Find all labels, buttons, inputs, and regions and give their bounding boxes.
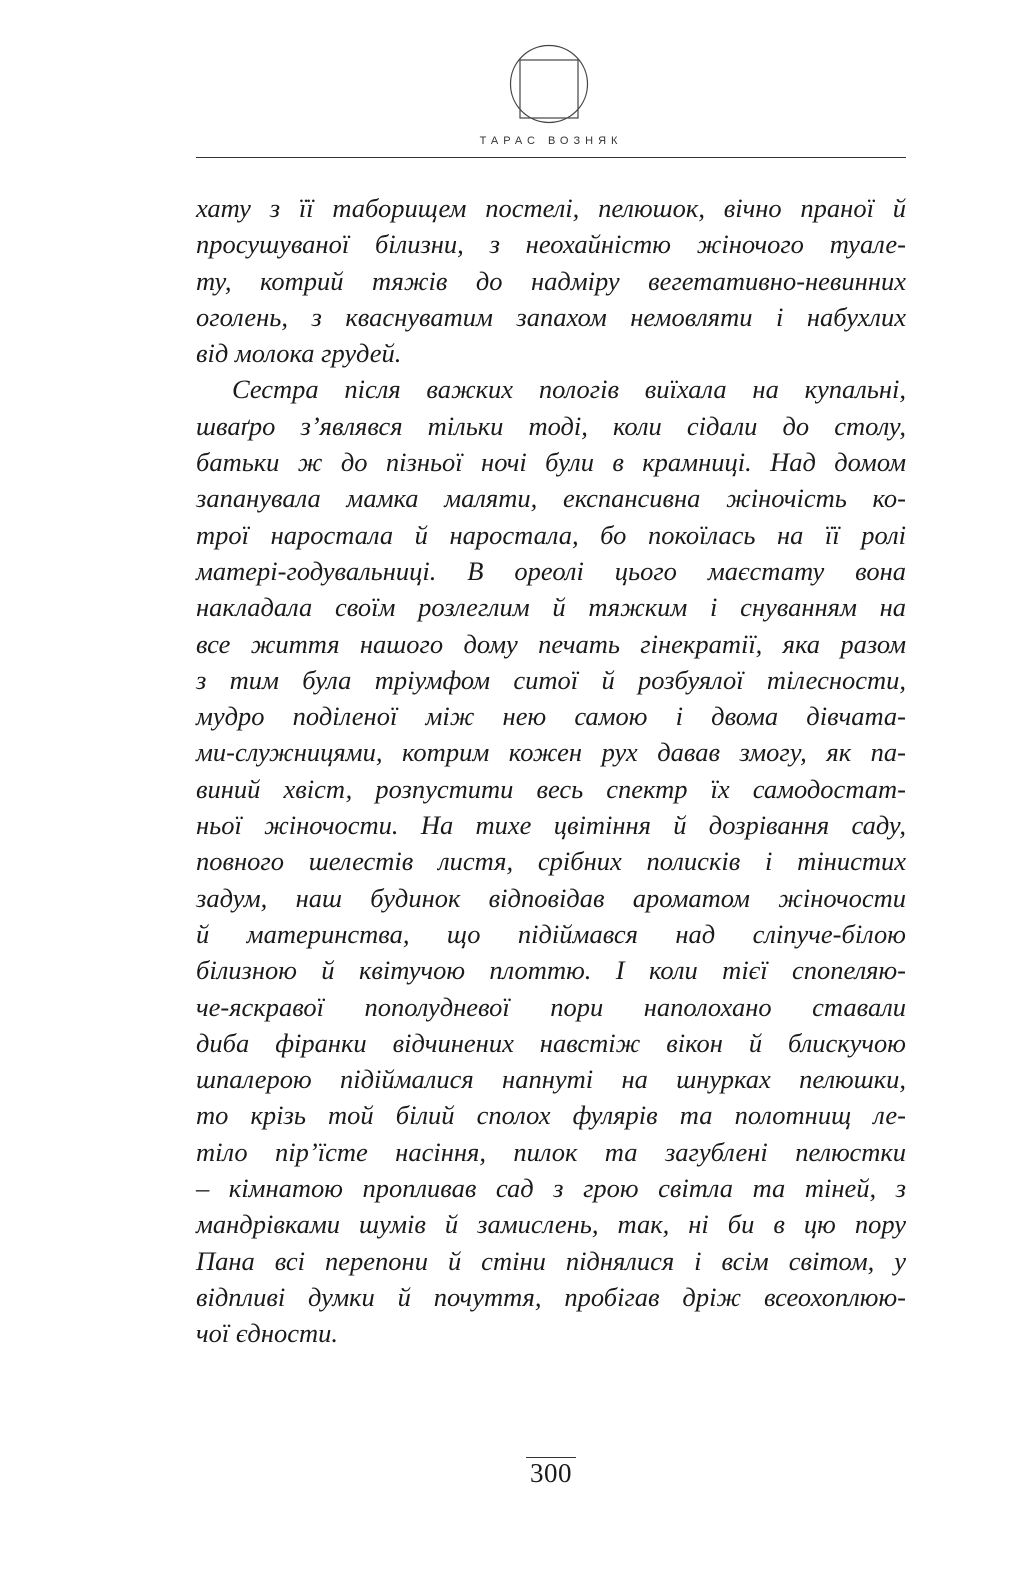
text-line: ту, котрий тяжів до надміру вегетативно-невинних [196,265,906,296]
text-line: тіло пір’їсте насіння, пилок та загублені пелюстки [196,1136,906,1167]
text-line: шваґро з’являвся тільки тоді, коли сідали до столу, [196,410,906,441]
body-text [196,190,906,1352]
text-line: від молока грудей. [196,338,402,369]
text-line: Сестра після важких пологів виїхала на купальні, [232,374,906,405]
text-line: запанувала мамка маляти, експансивна жіночість ко- [196,483,906,514]
text-line: накладала своїм розлеглим й тяжким і снуванням на [196,592,906,623]
text-line: ньої жіночости. На тихе цвітіння й дозрівання саду, [196,810,906,841]
text-line: повного шелестів листя, срібних полисків і тінистих [196,846,906,877]
header-rule [196,157,906,158]
circle-square-emblem [509,44,589,124]
text-line: з тим була тріумфом ситої й розбуялої тілесности, [196,664,906,695]
text-line: хату з її таборищем постелі, пелюшок, вічно праної й [196,193,906,223]
text-line: чої єдности. [196,1318,339,1349]
text-line: й материнства, що підіймався над сліпуче-білою [196,918,906,949]
text-line: Пана всі перепони й стіни піднялися і всім світом, у [196,1245,906,1276]
text-line: – кімнатою пропливав сад з грою світла та тіней, з [196,1173,906,1204]
text-line: трої наростала й наростала, бо покоїлась на її ролі [196,519,906,550]
text-line: виний хвіст, розпустити весь спектр їх самодостат- [196,773,906,804]
text-line: матері-годувальниці. В ореолі цього маєстату вона [196,555,906,586]
text-line: білизною й квітучою плоттю. І коли тієї спопеляю- [196,955,906,986]
text-line: просушуваної білизни, з неохайністю жіночого туале- [196,229,906,260]
text-line: оголень, з кваснуватим запахом немовляти і набухлих [196,301,906,332]
paragraph-1 [196,190,906,371]
text-line: все життя нашого дому печать гінекратії, яка разом [196,628,906,659]
text-line: ми-служницями, котрим кожен рух давав змогу, як па- [196,737,906,768]
text-line: батьки ж до пізньої ночі були в крамниці. Над домом [196,447,906,478]
page-number-value: 300 [526,1457,576,1488]
page-number [196,1458,906,1489]
text-line: диба фіранки відчинених навстіж вікон й блискучою [196,1027,906,1058]
text-line: мудро поділеної між нею самою і двома дівчата- [196,701,906,732]
text-line: мандрівками шумів й замислень, так, ні би в цю пору [196,1209,906,1240]
text-line: задум, наш будинок відповідав ароматом жіночости [196,882,906,913]
text-line: то крізь той білий сполох фулярів та полотнищ ле- [196,1100,906,1131]
text-line: відпливі думки й почуття, пробігав дріж всеохоплюю- [196,1281,906,1312]
running-head-author: ТАРАС ВОЗНЯК [479,135,623,147]
text-line: че-яскравої пополудневої пори наполохано ставали [196,991,906,1022]
text-line: шпалерою підіймалися напнуті на шнурках пелюшки, [196,1064,906,1095]
paragraph-2 [196,371,906,1351]
